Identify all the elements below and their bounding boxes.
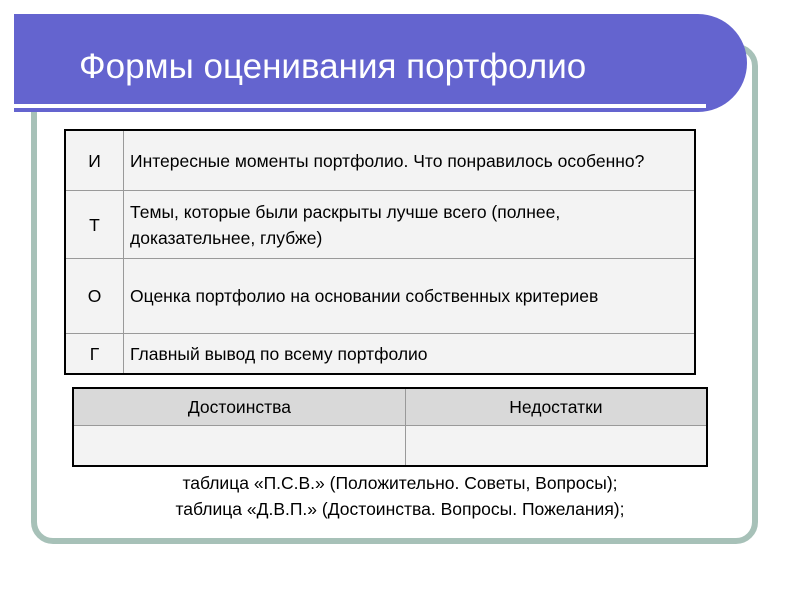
table-header-row <box>73 388 707 426</box>
note-psv: таблица «П.С.В.» (Положительно. Советы, Вопросы); <box>182 473 618 493</box>
table-row <box>65 334 695 375</box>
evaluation-table <box>72 387 708 467</box>
header-advantages: Достоинства <box>73 388 405 426</box>
header-disadvantages: Недостатки <box>405 388 707 426</box>
table-row <box>65 259 695 334</box>
row-letter: Т <box>65 191 124 259</box>
row-letter: Г <box>65 334 124 375</box>
title-underline <box>14 104 706 108</box>
row-letter: И <box>65 130 124 191</box>
table-row <box>65 130 695 191</box>
itog-table <box>64 129 696 375</box>
advantages-cell <box>73 426 405 467</box>
row-description: Интересные моменты портфолио. Что понравилось особенно? <box>124 130 696 191</box>
row-description: Оценка портфолио на основании собственных критериев <box>124 259 696 334</box>
table-row <box>65 191 695 259</box>
row-description: Темы, которые были раскрыты лучше всего (полнее, доказательнее, глубже) <box>124 191 696 259</box>
disadvantages-cell <box>405 426 707 467</box>
slide-title: Формы оценивания портфолио <box>79 47 587 86</box>
table-row <box>73 426 707 467</box>
row-description: Главный вывод по всему портфолио <box>124 334 696 375</box>
notes-block <box>40 470 760 522</box>
note-dvp: таблица «Д.В.П.» (Достоинства. Вопросы. Пожелания); <box>175 499 625 519</box>
row-letter: О <box>65 259 124 334</box>
